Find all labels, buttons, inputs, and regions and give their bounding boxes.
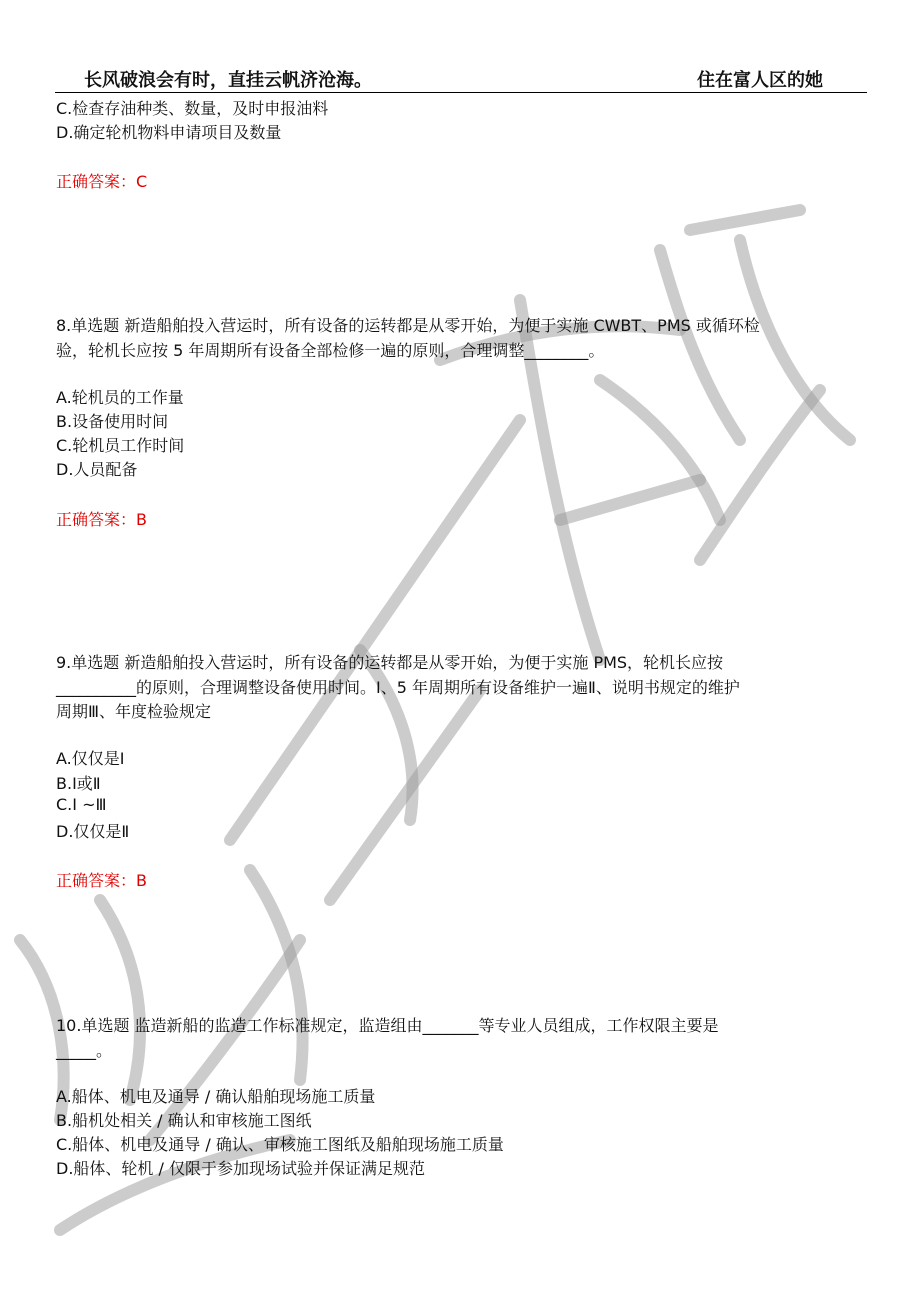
header-author: 住在富人区的她 <box>697 70 823 91</box>
q8-option-b: B.设备使用时间 <box>56 412 169 431</box>
q9-stem-line1: 9.单选题 新造船舶投入营运时，所有设备的运转都是从零开始，为便于实施 PMS，轮机长应按 <box>56 653 724 672</box>
q8-answer: 正确答案：B <box>56 510 147 529</box>
q10-option-c: C.船体、机电及通导 / 确认、审核施工图纸及船舶现场施工质量 <box>56 1135 504 1154</box>
header-motto: 长风破浪会有时，直挂云帆济沧海。 <box>84 70 372 91</box>
q10-stem-line2: _____。 <box>56 1041 113 1060</box>
q10-option-d: D.船体、轮机 / 仅限于参加现场试验并保证满足规范 <box>56 1159 425 1178</box>
q8-stem-line2: 验，轮机长应按 5 年周期所有设备全部检修一遍的原则，合理调整________。 <box>56 341 605 360</box>
header-divider <box>55 92 867 93</box>
q8-option-d: D.人员配备 <box>56 460 138 479</box>
q8-option-c: C.轮机员工作时间 <box>56 436 185 455</box>
q9-answer: 正确答案：B <box>56 871 147 890</box>
q9-option-d: D.仅仅是Ⅱ <box>56 822 130 841</box>
q10-stem-line1: 10.单选题 监造新船的监造工作标准规定，监造组由_______等专业人员组成，工作权限主要是 <box>56 1016 719 1035</box>
q9-option-c: C.Ⅰ ~Ⅲ <box>56 795 107 814</box>
q8-stem-line1: 8.单选题 新造船舶投入营运时，所有设备的运转都是从零开始，为便于实施 CWBT、PMS 或循环检 <box>56 316 760 335</box>
q7-answer: 正确答案：C <box>56 172 148 191</box>
q7-option-c: C.检查存油种类、数量，及时申报油料 <box>56 99 329 118</box>
q10-option-b: B.船机处相关 / 确认和审核施工图纸 <box>56 1111 312 1130</box>
q9-option-b: B.Ⅰ或Ⅱ <box>56 774 101 793</box>
q9-option-a: A.仅仅是Ⅰ <box>56 749 125 768</box>
q9-stem-line3: 周期Ⅲ、年度检验规定 <box>56 702 212 721</box>
q9-stem-line2: __________的原则，合理调整设备使用时间。Ⅰ、5 年周期所有设备维护一遍Ⅱ、说明书规定的维护 <box>56 678 740 697</box>
q10-option-a: A.船体、机电及通导 / 确认船舶现场施工质量 <box>56 1087 376 1106</box>
q8-option-a: A.轮机员的工作量 <box>56 388 184 407</box>
q7-option-d: D.确定轮机物料申请项目及数量 <box>56 123 282 142</box>
